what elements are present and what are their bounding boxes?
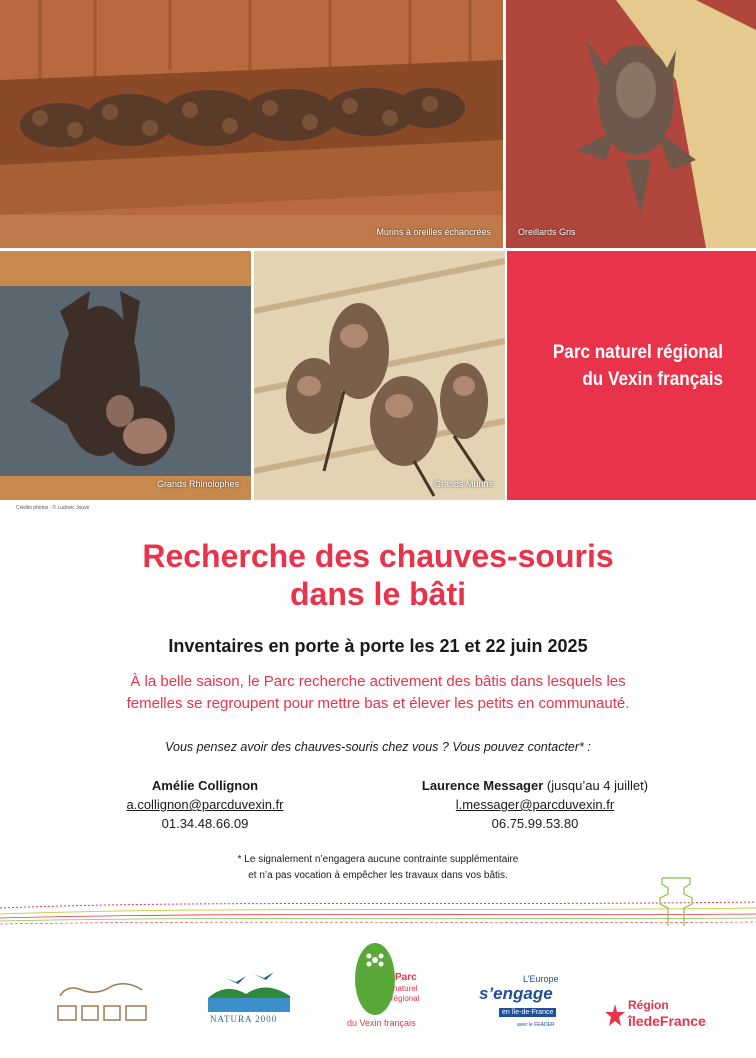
bird-icon [226, 972, 274, 984]
intro-line2: femelles se regroupent pour mettre bas et élever les petits en communauté. [126, 695, 630, 712]
photo-caption: Grands Murins [433, 479, 493, 489]
europe-engage-logo [477, 974, 567, 1032]
photo-credits: Crédits photos : © Ludovic Jouve [16, 505, 90, 511]
natura-label: NATURA 2000 [210, 1014, 278, 1024]
photo-caption: Grands Rhinolophes [156, 479, 239, 489]
natura-2000-logo [206, 968, 292, 1028]
contact-name: Amélie Collignon [151, 778, 259, 793]
photo-grands-murins [254, 251, 505, 500]
pnr-line4: du Vexin français [347, 1018, 416, 1028]
intro-line1: À la belle saison, le Parc recherche activement des bâtis dans lesquels les [130, 673, 626, 690]
pnr-line1: Parc [395, 972, 417, 983]
contact-email-link[interactable]: l.messager@parcduvexin.fr [455, 797, 615, 812]
page-title [0, 537, 756, 613]
europe-line1: L’Europe [523, 974, 559, 984]
title-line1: Recherche des chauves-souris [142, 538, 614, 574]
contact-card [80, 776, 330, 833]
region-line1: Région [628, 998, 669, 1012]
pnr-line3: régional [391, 994, 420, 1003]
contact-phone: 06.75.99.53.80 [491, 816, 579, 831]
photo-caption: Oreillards Gris [518, 227, 576, 237]
intro-text [40, 671, 716, 715]
park-name-line2: du Vexin français [582, 369, 723, 390]
photo-oreillards [506, 0, 756, 248]
title-line2: dans le bâti [289, 576, 467, 612]
pnr-vexin-logo [345, 942, 430, 1037]
contact-name: Laurence Messager [421, 778, 544, 793]
region-idf-logo [604, 998, 730, 1032]
footnote-line2: et n’a pas vocation à empêcher les travaux dans vos bâtis. [248, 870, 508, 881]
europe-line2: s’engage [479, 984, 553, 1003]
photo-caption: Murins à oreilles échancrées [376, 227, 491, 237]
park-name-line1: Parc naturel régional [552, 342, 723, 363]
park-name-box [507, 251, 756, 500]
gipal-logo [52, 976, 152, 1026]
star-icon [604, 1004, 626, 1030]
europe-line3: en Île-de-France [499, 1008, 556, 1017]
photo-murins [0, 0, 503, 248]
contact-card [385, 776, 685, 833]
contact-email-link[interactable]: a.collignon@parcduvexin.fr [126, 797, 284, 812]
subtitle: Inventaires en porte à porte les 21 et 22 juin 2025 [168, 636, 588, 656]
photo-rhinolophes [0, 251, 251, 500]
europe-line4: avec le FEADER [517, 1022, 555, 1028]
contact-question: Vous pensez avoir des chauves-souris chez vous ? Vous pouvez contacter* : [165, 740, 591, 754]
pnr-line2: naturel [393, 984, 418, 993]
footnote-line1: * Le signalement n’engagera aucune contrainte supplémentaire [237, 854, 519, 865]
region-line2: îledeFrance [628, 1013, 706, 1029]
decorative-lines [0, 870, 756, 930]
contact-availability: (jusqu’au 4 juillet) [546, 778, 649, 793]
contact-phone: 01.34.48.66.09 [161, 816, 249, 831]
